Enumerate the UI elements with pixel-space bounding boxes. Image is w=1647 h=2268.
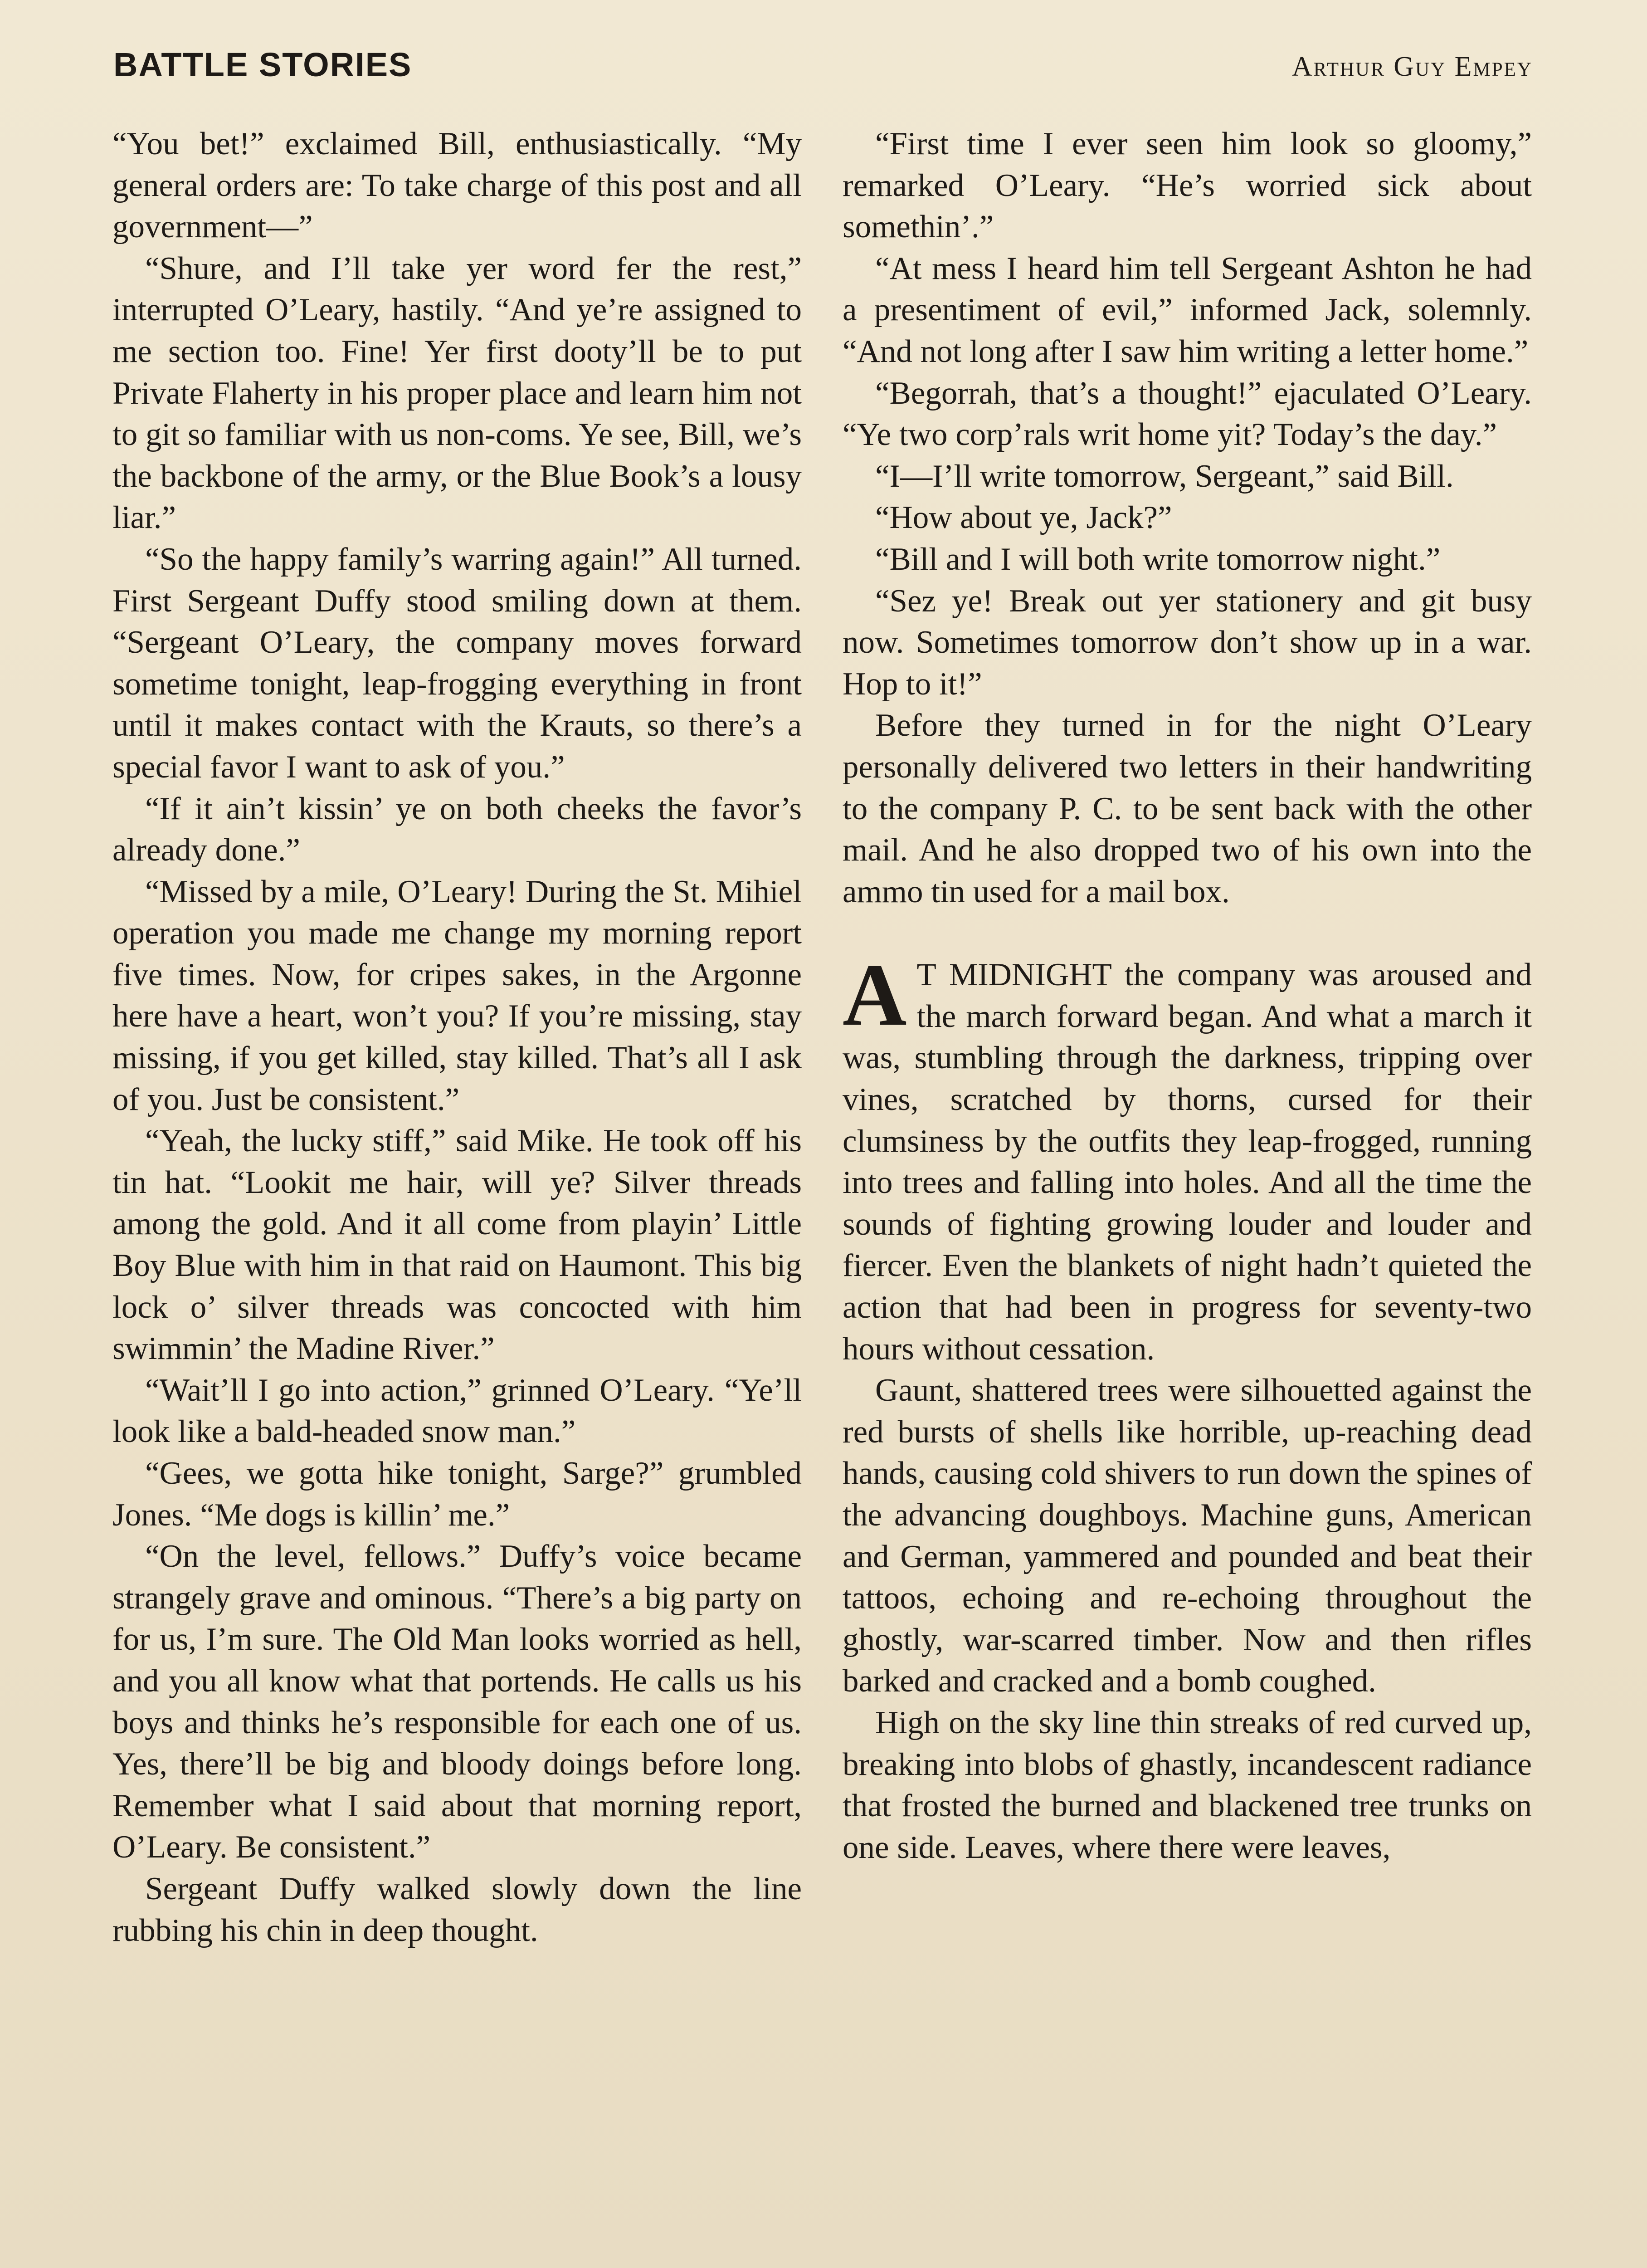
paragraph: “So the happy family’s warring again!” All turned. First Sergeant Duffy stood smiling down at them. “Sergeant O’Leary, the company moves forward sometime tonight, leap-frogging everything in front until it makes contact with the Krauts, so there’s a special favor I want to ask of you.” [112,541,802,785]
paragraph: Before they turned in for the night O’Leary personally delivered two letters in their handwriting to the company P. C. to be sent back with the other mail. And he also dropped two of his own into the ammo tin used for a mail box. [843,708,1532,909]
drop-cap-letter: A [843,946,907,1045]
paragraph: “Gees, we gotta hike tonight, Sarge?” grumbled Jones. “Me dogs is killin’ me.” [112,1456,802,1533]
paragraph: “Missed by a mile, O’Leary! During the St. Mihiel operation you made me change my morning report five times. Now, for cripes sakes, in the Argonne here have a heart, won’t you? If you’re missing, stay missing, if you get killed, stay killed. That’s all I ask of you. Just be consistent.” [112,874,802,1117]
section-opening-paragraph [843,946,1532,1370]
paragraph: “Sez ye! Break out yer stationery and git busy now. Sometimes tomorrow don’t show up in a war. Hop to it!” [843,583,1532,702]
paragraph: “I—I’ll write tomorrow, Sergeant,” said Bill. [875,458,1454,494]
paragraph: Gaunt, shattered trees were silhouetted against the red bursts of shells like horrible, up-reaching dead hands, causing cold shivers to run down the spines of the advancing doughboys. Machine guns, American and German, yammered and pounded and beat their tattoos, echoing and re-echoing throughout the ghostly, war-scarred timber. Now and then rifles barked and cracked and a bomb coughed. [843,1373,1532,1699]
left-text-column [112,123,802,1951]
paragraph: “You bet!” exclaimed Bill, enthusiastically. “My general orders are: To take charge of this post and all government—” [112,126,802,245]
paragraph: Sergeant Duffy walked slowly down the line rubbing his chin in deep thought. [112,1871,802,1948]
running-head-author: Arthur Guy Empey [1291,51,1533,82]
paragraph: “Shure, and I’ll take yer word fer the rest,” interrupted O’Leary, hastily. “And ye’re assigned to me section too. Fine! Yer first dooty’ll be to put Private Flaherty in his proper place and learn him not to git so familiar with us non-coms. Ye see, Bill, we’s the backbone of the army, or the Blue Book’s a lousy liar.” [112,250,802,536]
paragraph: “First time I ever seen him look so gloomy,” remarked O’Leary. “He’s worried sick about somethin’.” [843,126,1532,245]
paragraph: “Wait’ll I go into action,” grinned O’Leary. “Ye’ll look like a bald-headed snow man.” [112,1372,802,1450]
paragraph: “At mess I heard him tell Sergeant Ashton he had a presentiment of evil,” informed Jack, solemnly. “And not long after I saw him writing a letter home.” [843,250,1532,369]
paragraph: “Bill and I will both write tomorrow night.” [875,541,1441,577]
running-head-title: BATTLE STORIES [113,46,412,83]
right-text-column [843,123,1532,1868]
paragraph: “If it ain’t kissin’ ye on both cheeks the favor’s already done.” [112,791,802,868]
section-opening-text: T MIDNIGHT the company was aroused and the march forward began. And what a march it was, stumbling through the darkness, tripping over vines, scratched by thorns, cursed for their clumsiness by the outfits they leap-frogged, running into trees and falling into holes. And all the time the sounds of fighting growing louder and louder and fiercer. Even the blankets of night hadn’t quieted the action that had been in progress for seventy-two hours without cessation. [843,957,1532,1367]
paragraph: “On the level, fellows.” Duffy’s voice became strangely grave and ominous. “There’s a big party on for us, I’m sure. The Old Man looks worried as hell, and you all know what that portends. He calls us his boys and thinks he’s responsible for each one of us. Yes, there’ll be big and bloody doings before long. Remember what I said about that morning report, O’Leary. Be consistent.” [112,1539,802,1865]
paragraph: “Yeah, the lucky stiff,” said Mike. He took off his tin hat. “Lookit me hair, will ye? Silver threads among the gold. And it all come from playin’ Little Boy Blue with him in that raid on Haumont. This big lock o’ silver threads was concocted with him swimmin’ the Madine River.” [112,1123,802,1367]
paragraph: “How about ye, Jack?” [875,500,1172,536]
paragraph: High on the sky line thin streaks of red curved up, breaking into blobs of ghastly, incandescent radiance that frosted the burned and blackened tree trunks on one side. Leaves, where there were leaves, [843,1705,1532,1865]
paragraph: “Begorrah, that’s a thought!” ejaculated O’Leary. “Ye two corp’rals writ home yit? Today’s the day.” [843,375,1532,453]
